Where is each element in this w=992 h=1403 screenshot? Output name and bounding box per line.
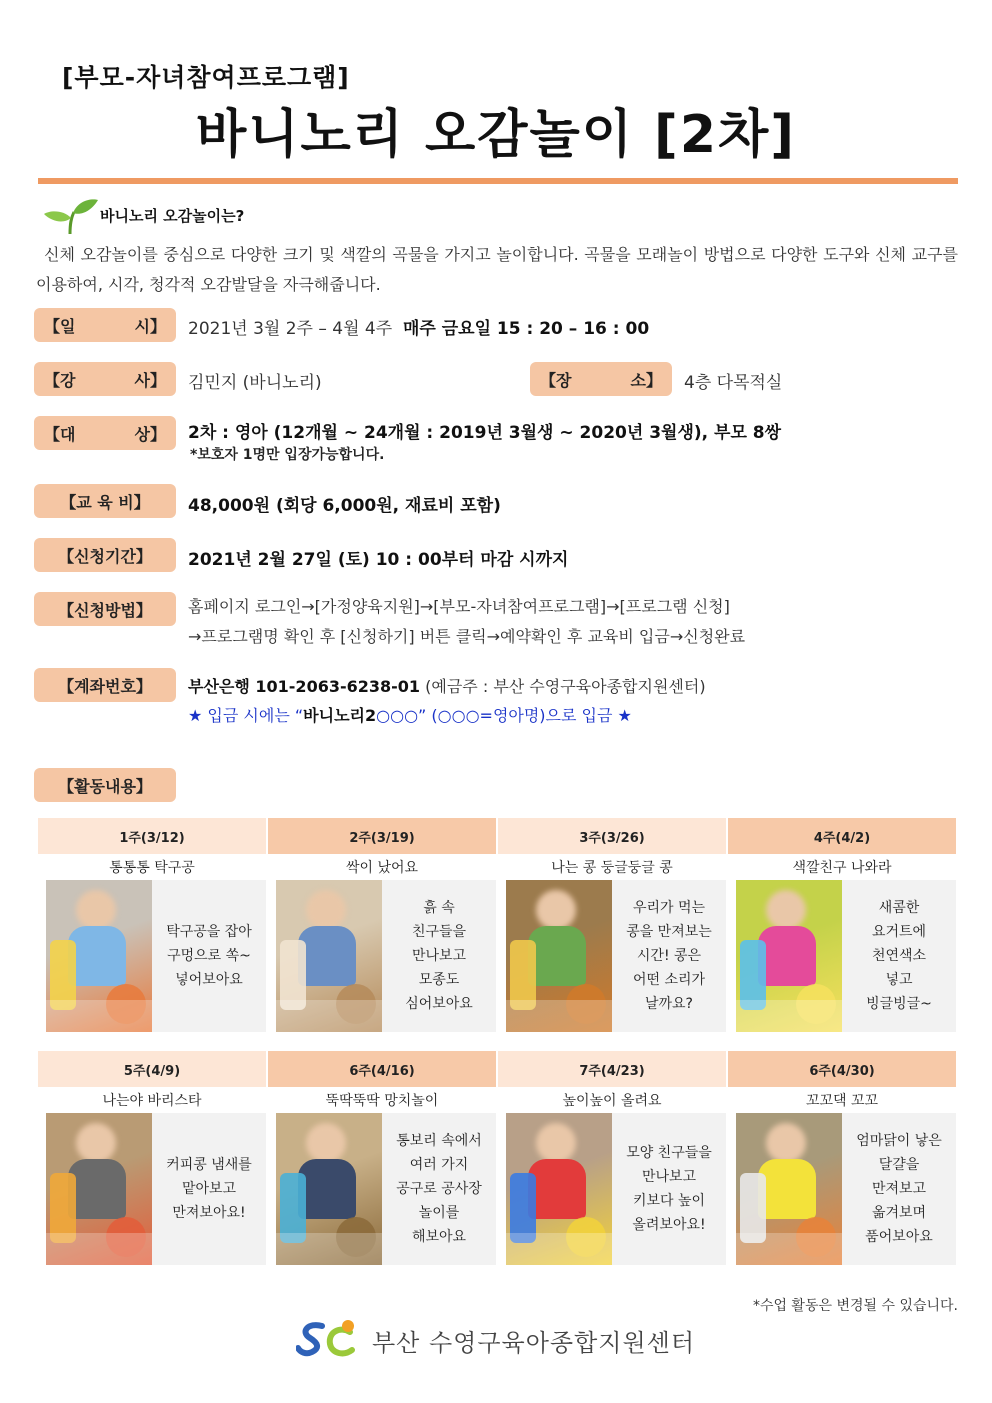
activity-photo xyxy=(276,880,382,1032)
activity-name: 싹이 났어요 xyxy=(345,860,419,876)
intro-text: 신체 오감놀이를 중심으로 다양한 크기 및 색깔의 곡물을 가지고 놀이합니다. 곡물을 모래놀이 방법으로 다양한 도구와 신체 교구를 이용하여, 시각, 청각적 오감발달을 자극해줍니다. xyxy=(36,245,958,294)
activity-photo xyxy=(506,1113,612,1265)
activity-description: 새콤한 요거트에 천연색소 넣고 빙글빙글~ xyxy=(866,900,932,1012)
period-value: 2021년 2월 27일 (토) 10 : 00부터 마감 시까지 xyxy=(188,550,569,570)
intro-heading: 바니노리 오감놀이는? xyxy=(100,207,245,225)
activity-week: 5주(4/9) xyxy=(38,1051,266,1087)
activity-week: 2주(3/19) xyxy=(268,818,496,854)
label-method: 【신청방법】 xyxy=(34,592,176,626)
activity-card xyxy=(728,818,956,1032)
activity-description: 엄마닭이 낳은 달걀을 만져보고 옮겨보며 품어보아요 xyxy=(856,1133,942,1245)
instructor-value: 김민지 (바니노리) xyxy=(188,373,322,393)
activity-photo xyxy=(276,1113,382,1265)
account-holder: (예금주 : 부산 수영구육아종합지원센터) xyxy=(425,677,706,696)
center-logo xyxy=(296,1318,695,1362)
activity-photo xyxy=(46,880,152,1032)
method-line1: 홈페이지 로그인→[가정양육지원]→[부모-자녀참여프로그램]→[프로그램 신청] xyxy=(188,597,730,616)
label-period: 【신청기간】 xyxy=(34,538,176,572)
activity-photo xyxy=(46,1113,152,1265)
activity-week: 1주(3/12) xyxy=(38,818,266,854)
activity-card xyxy=(38,1051,266,1265)
label-activities: 【활동내용】 xyxy=(34,768,176,802)
activity-photo xyxy=(506,880,612,1032)
activity-week: 3주(3/26) xyxy=(498,818,726,854)
label-instructor: 【강 사】 xyxy=(34,362,176,396)
account-value xyxy=(188,674,706,697)
method-line2: →프로그램명 확인 후 [신청하기] 버튼 클릭→예약확인 후 교육비 입금→신청완료 xyxy=(188,627,746,646)
activity-name: 나는 콩 둥글둥글 콩 xyxy=(551,860,673,876)
activity-body xyxy=(736,880,956,1032)
account-number: 부산은행 101-2063-6238-01 xyxy=(188,677,421,696)
activity-card xyxy=(498,1051,726,1265)
activity-body xyxy=(46,880,266,1032)
target-value: 2차 : 영아 (12개월 ~ 24개월 : 2019년 3월생 ~ 2020년 3월생), 부모 8쌍 xyxy=(188,423,782,443)
date-value: 2021년 3월 2주 – 4월 4주 매주 금요일 15 : 20 – 16 : 00 xyxy=(188,319,650,339)
activity-description: 모양 친구들을 만나보고 키보다 높이 올려보아요! xyxy=(626,1145,712,1233)
activity-body xyxy=(276,880,496,1032)
page-title: 바니노리 오감놀이 [2차] xyxy=(195,105,796,165)
label-fee: 【교 육 비】 xyxy=(34,484,176,518)
activity-body xyxy=(736,1113,956,1265)
activity-name: 꼬꼬댁 꼬꼬 xyxy=(805,1093,879,1109)
label-place: 【장 소】 xyxy=(530,362,672,396)
activity-card xyxy=(38,818,266,1032)
activity-body xyxy=(506,1113,726,1265)
activity-week: 6주(4/16) xyxy=(268,1051,496,1087)
label-account: 【계좌번호】 xyxy=(34,668,176,702)
activity-description: 통보리 속에서 여러 가지 공구로 공사장 놀이를 해보아요 xyxy=(396,1133,482,1245)
activity-description: 커피콩 냄새를 맡아보고 만져보아요! xyxy=(166,1157,252,1221)
activity-card xyxy=(728,1051,956,1265)
activity-card xyxy=(268,1051,496,1265)
activity-name: 색깔친구 나와라 xyxy=(792,860,892,876)
activity-name: 뚝딱뚝딱 망치놀이 xyxy=(325,1093,439,1109)
activity-description: 탁구공을 잡아 구멍으로 쏙~ 넣어보아요 xyxy=(166,924,252,988)
activity-photo xyxy=(736,1113,842,1265)
label-date: 【일 시】 xyxy=(34,308,176,342)
target-note: *보호자 1명만 입장가능합니다. xyxy=(190,447,385,463)
activity-description: 우리가 먹는 콩을 만져보는 시간! 콩은 어떤 소리가 날까요? xyxy=(626,900,712,1012)
activity-card xyxy=(268,818,496,1032)
activity-description: 흙 속 친구들을 만나보고 모종도 심어보아요 xyxy=(405,900,473,1012)
label-target: 【대 상】 xyxy=(34,416,176,450)
center-logo-icon xyxy=(296,1318,362,1362)
activity-name: 높이높이 올려요 xyxy=(562,1093,662,1109)
place-value: 4층 다목적실 xyxy=(684,373,783,393)
activity-name: 나는야 바리스타 xyxy=(102,1093,202,1109)
footnote: *수업 활동은 변경될 수 있습니다. xyxy=(752,1298,958,1314)
center-logo-text: 부산 수영구육아종합지원센터 xyxy=(372,1328,696,1357)
activity-photo xyxy=(736,880,842,1032)
fee-value: 48,000원 (회당 6,000원, 재료비 포함) xyxy=(188,496,501,516)
activity-body xyxy=(506,880,726,1032)
activity-card xyxy=(498,818,726,1032)
deposit-notice: ★ 입금 시에는 “바니노리2○○○” (○○○=영아명)으로 입금 ★ xyxy=(188,706,632,725)
activity-body xyxy=(276,1113,496,1265)
activity-body xyxy=(46,1113,266,1265)
program-category: [부모-자녀참여프로그램] xyxy=(62,63,350,92)
sprout-icon xyxy=(40,196,100,236)
activity-week: 6주(4/30) xyxy=(728,1051,956,1087)
activity-week: 7주(4/23) xyxy=(498,1051,726,1087)
header-divider xyxy=(38,178,958,184)
activity-name: 통통통 탁구공 xyxy=(109,860,195,876)
activity-week: 4주(4/2) xyxy=(728,818,956,854)
class-time: 매주 금요일 15 : 20 – 16 : 00 xyxy=(402,319,650,339)
